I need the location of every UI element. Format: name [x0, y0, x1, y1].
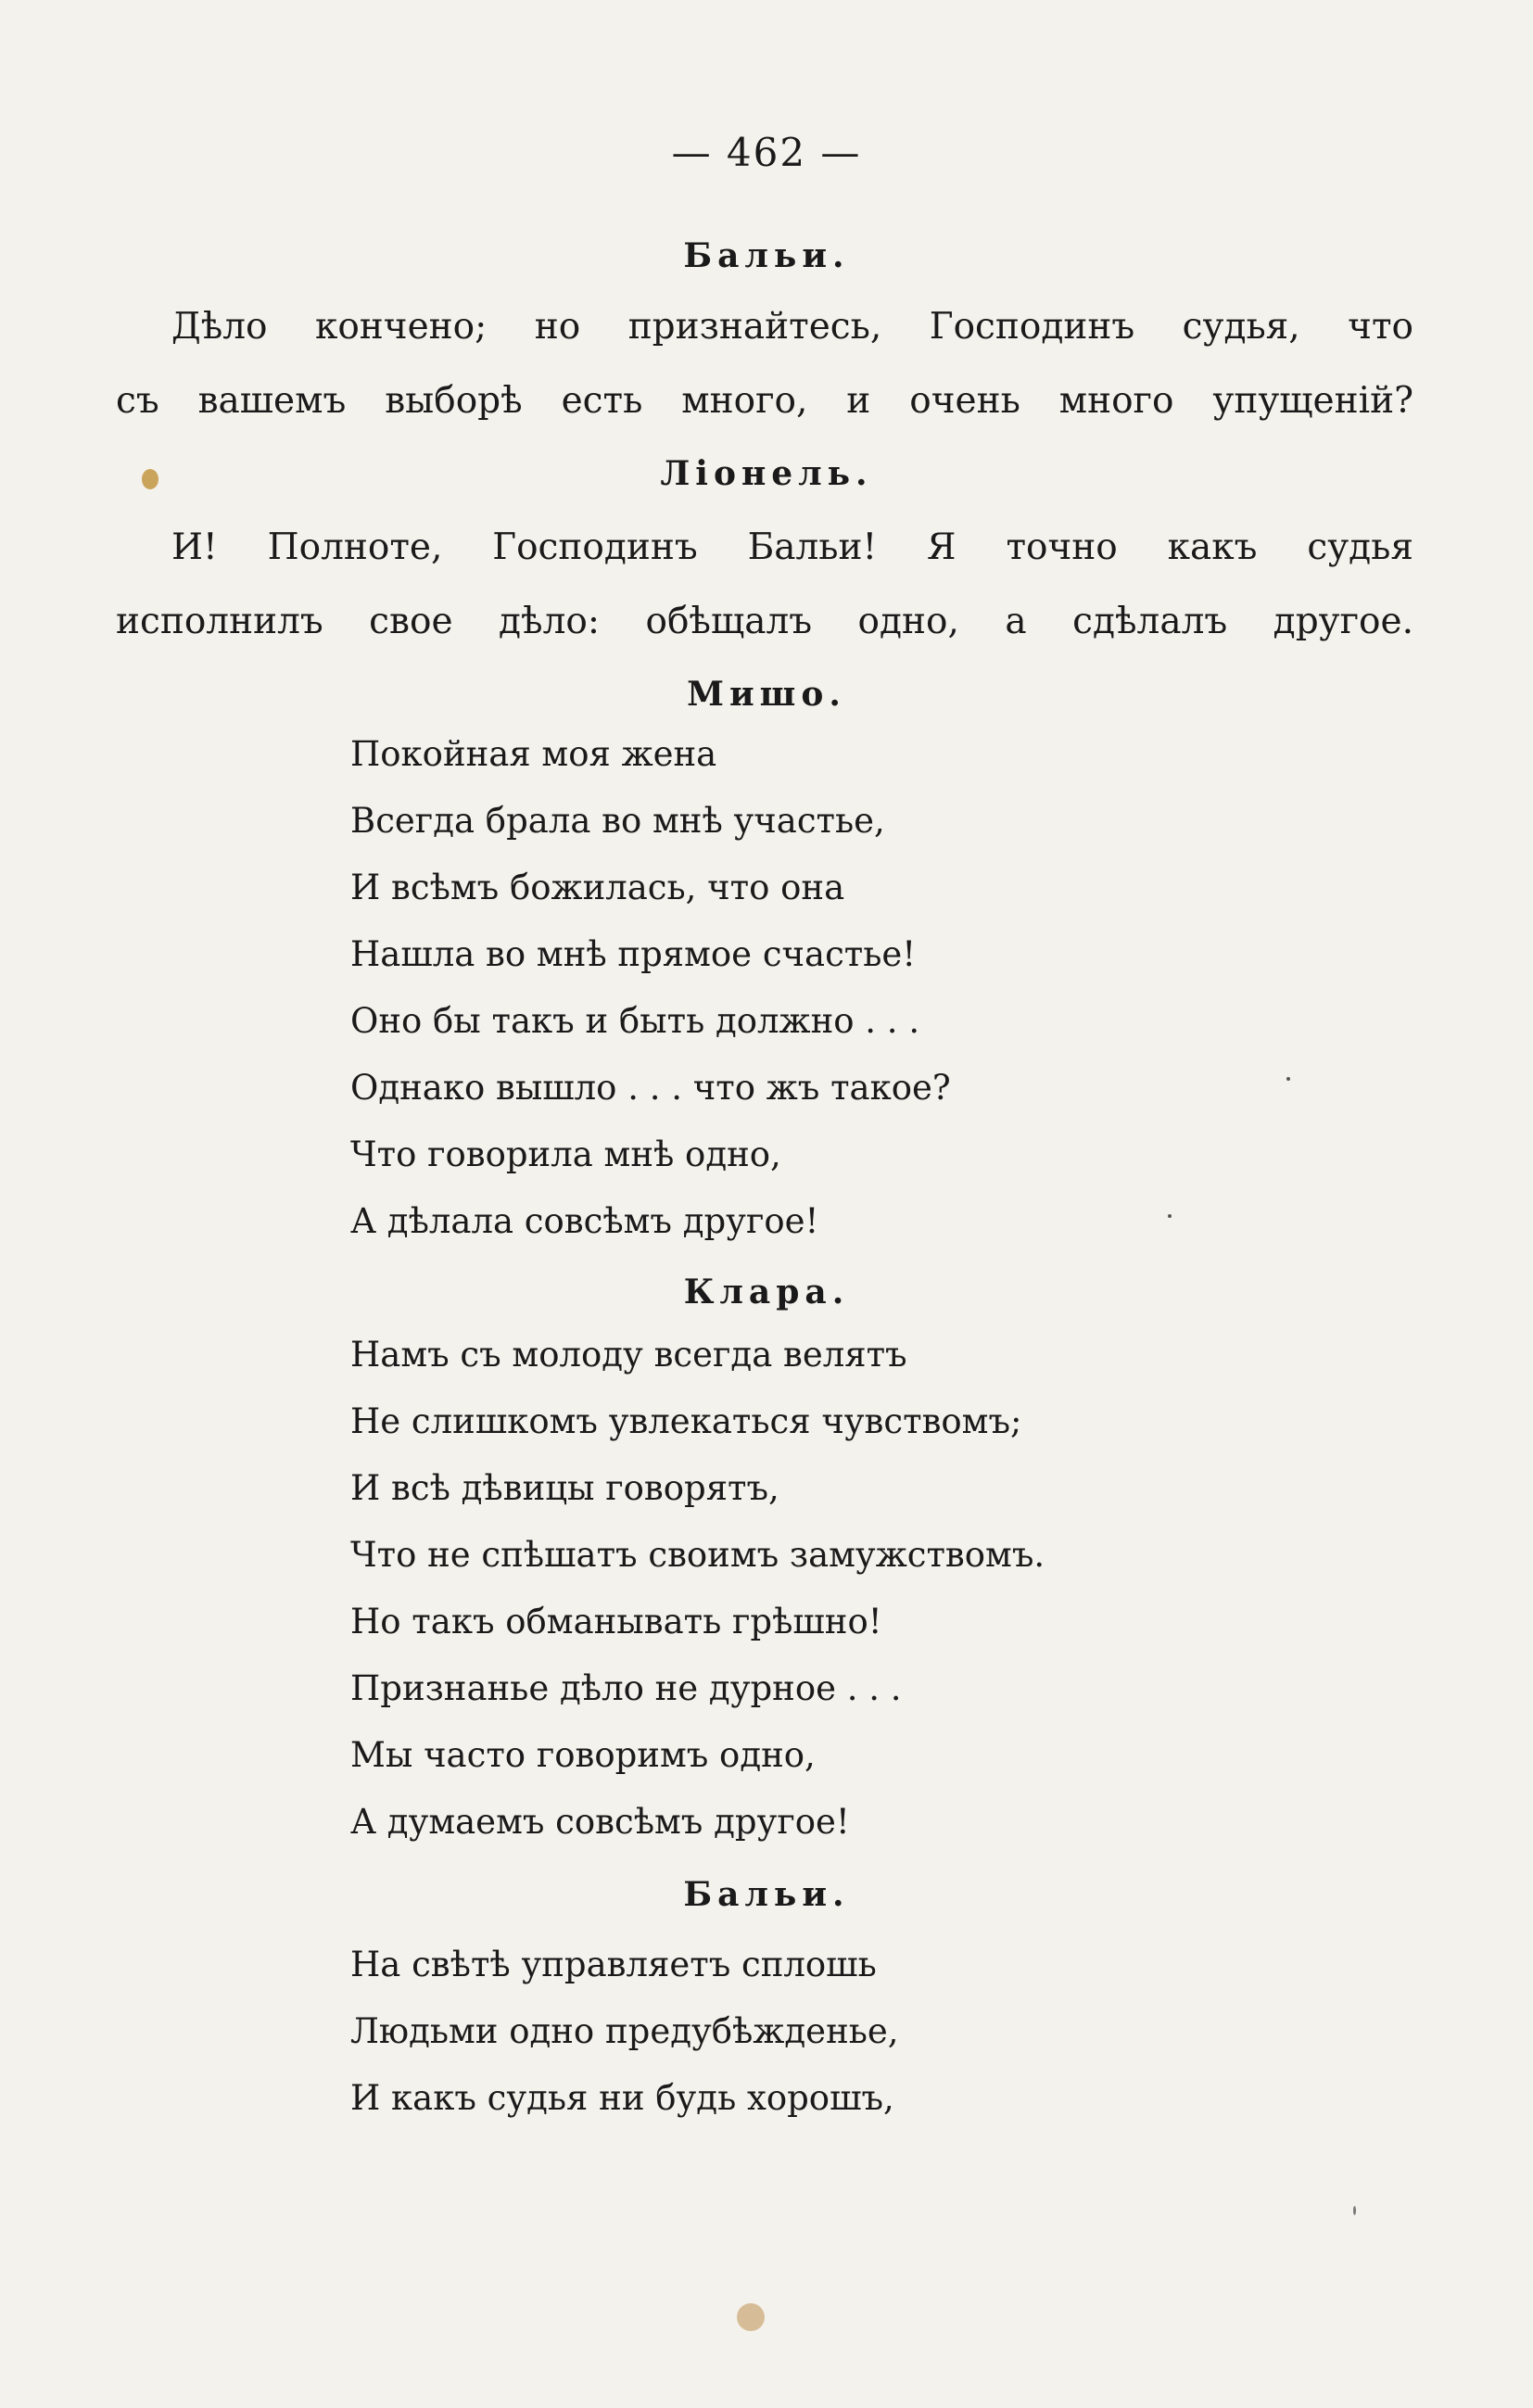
verse-line: Людьми одно предубѣжденье, — [350, 2011, 899, 2051]
verse-line: Но такъ обманывать грѣшно! — [350, 1602, 882, 1641]
verse-line: Однако вышло . . . что жъ такое? — [350, 1068, 951, 1108]
speaker-lionel: Ліонель. — [660, 454, 873, 493]
verse-line: На свѣтѣ управляетъ сплошь — [350, 1945, 877, 1984]
verse-line: Оно бы такъ и быть должно . . . — [350, 1001, 920, 1041]
ink-speck — [1168, 1214, 1172, 1218]
speaker-clara: Клара. — [683, 1273, 850, 1312]
verse-line: Покойная моя жена — [350, 734, 717, 774]
prose-line: И! Полноте, Господинъ Бальи! Я точно какъ судья — [171, 526, 1413, 568]
verse-line: Не слишкомъ увлекаться чувствомъ; — [350, 1401, 1022, 1441]
verse-line: Признанье дѣло не дурное . . . — [350, 1668, 902, 1708]
verse-line: А думаемъ совсѣмъ другое! — [350, 1802, 850, 1842]
ink-speck — [1353, 2206, 1356, 2215]
ink-speck — [1286, 1077, 1290, 1081]
prose-line: исполнилъ свое дѣло: обѣщалъ одно, а сдѣлалъ другое. — [116, 601, 1413, 642]
verse-line: Мы часто говоримъ одно, — [350, 1735, 816, 1775]
speaker-michaud: Мишо. — [687, 675, 846, 714]
speaker-bailli: Бальи. — [683, 236, 850, 275]
speaker-bailli: Бальи. — [683, 1875, 850, 1914]
verse-line: Что не спѣшатъ своимъ замужствомъ. — [350, 1535, 1045, 1575]
paper-stain — [142, 469, 158, 489]
verse-line: А дѣлала совсѣмъ другое! — [350, 1201, 819, 1241]
paper-stain — [737, 2303, 765, 2331]
verse-line: Нашла во мнѣ прямое счастье! — [350, 934, 917, 974]
page-number: — 462 — — [671, 130, 862, 175]
verse-line: И всѣ дѣвицы говорятъ, — [350, 1468, 779, 1508]
verse-line: И всѣмъ божилась, что она — [350, 868, 845, 907]
verse-line: Что говорила мнѣ одно, — [350, 1134, 781, 1174]
verse-line: Намъ съ молоду всегда велятъ — [350, 1335, 907, 1375]
verse-line: И какъ судья ни будь хорошъ, — [350, 2078, 894, 2118]
prose-line: Дѣло кончено; но признайтесь, Господинъ судья, что — [171, 306, 1413, 348]
prose-line: съ вашемъ выборѣ есть много, и очень много упущеній? — [116, 380, 1413, 422]
verse-line: Всегда брала во мнѣ участье, — [350, 801, 885, 841]
